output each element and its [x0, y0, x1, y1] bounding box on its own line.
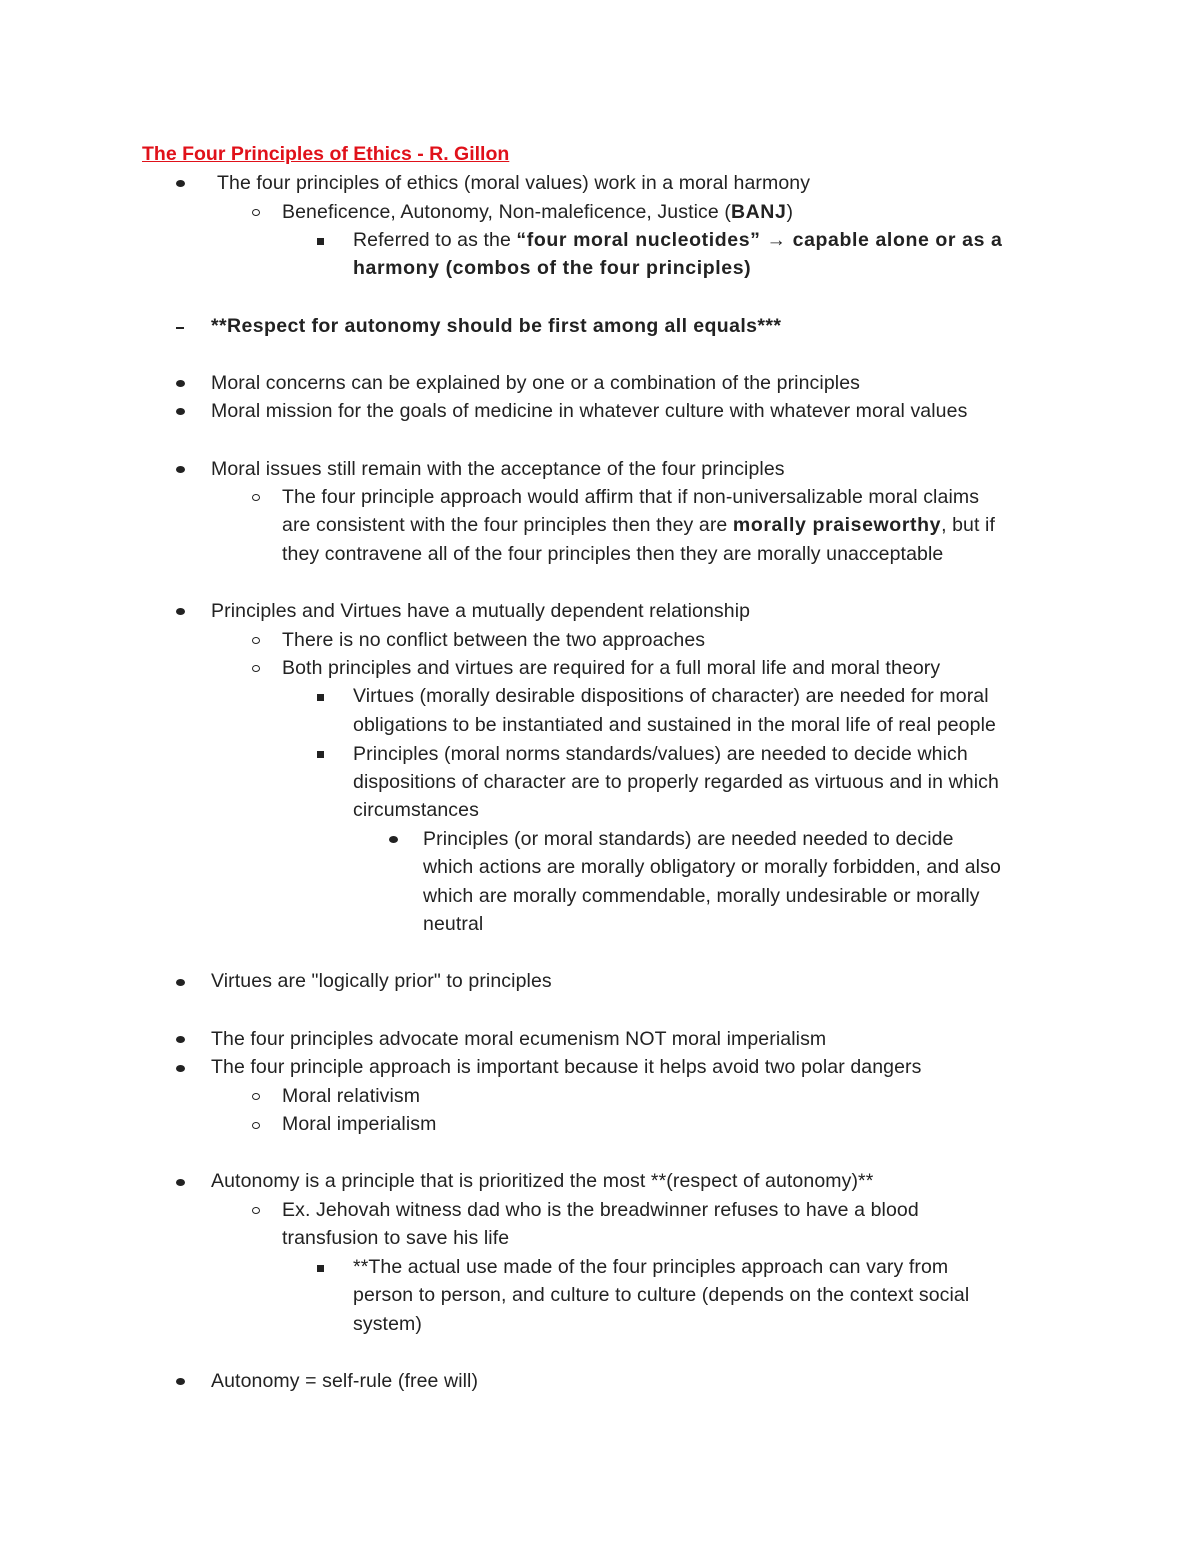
text-line: The four principles advocate moral ecumenism NOT moral imperialism: [211, 1028, 827, 1050]
text-line: Principles (moral norms standards/values) are needed to decide which: [353, 743, 968, 765]
bullet-circle-icon: [252, 665, 260, 672]
text-line: Moral imperialism: [282, 1113, 437, 1135]
text-line: Autonomy = self-rule (free will): [211, 1370, 479, 1392]
text-line: which are morally commendable, morally undesirable or morally: [423, 885, 980, 907]
text-line: There is no conflict between the two approaches: [282, 629, 706, 651]
emphasis-text: “four moral nucleotides” → capable alone or as a: [516, 229, 1003, 251]
bullet-disc-icon: [176, 408, 185, 415]
bullet-disc-icon: [176, 979, 185, 986]
text-line: which actions are morally obligatory or morally forbidden, and also: [423, 856, 1001, 878]
bullet-circle-icon: [252, 494, 260, 501]
text-line: The four principles of ethics (moral values) work in a moral harmony: [217, 172, 811, 194]
bullet-disc-icon: [176, 608, 185, 615]
text-line: Virtues are "logically prior" to principles: [211, 970, 552, 992]
text-line: Referred to as the “four moral nucleotides” → capable alone or as a: [353, 229, 1003, 251]
text-line: harmony (combos of the four principles): [353, 257, 752, 279]
bullet-disc-icon: [176, 1179, 185, 1186]
bullet-disc-icon: [176, 1065, 185, 1072]
bullet-square-icon: [317, 1265, 324, 1272]
bullet-disc-icon: [176, 466, 185, 473]
text-line: Autonomy is a principle that is prioritized the most **(respect of autonomy)**: [211, 1170, 874, 1192]
bullet-circle-icon: [252, 1122, 260, 1129]
text-line: neutral: [423, 913, 484, 935]
bullet-disc-icon: [176, 1378, 185, 1385]
text-line: Moral issues still remain with the acceptance of the four principles: [211, 458, 785, 480]
bullet-square-icon: [317, 238, 324, 245]
banj-acronym: BANJ: [730, 201, 787, 223]
text-line: obligations to be instantiated and sustained in the moral life of real people: [353, 714, 996, 736]
bullet-disc-icon: [176, 180, 185, 187]
bullet-circle-icon: [252, 209, 260, 216]
text-line: **The actual use made of the four principles approach can vary from: [353, 1256, 949, 1278]
bullet-dash-icon: [176, 327, 184, 329]
text-line: Virtues (morally desirable dispositions of character) are needed for moral: [353, 685, 989, 707]
text-line: The four principle approach is important because it helps avoid two polar dangers: [211, 1056, 922, 1078]
text-line: The four principle approach would affirm that if non-universalizable moral claims: [282, 486, 980, 508]
text-line: person to person, and culture to culture (depends on the context social: [353, 1284, 970, 1306]
bullet-disc-icon: [176, 380, 185, 387]
bullet-square-icon: [317, 751, 324, 758]
emphasis-text: morally praiseworthy: [732, 514, 942, 536]
text-line: Moral relativism: [282, 1085, 421, 1107]
text-line: Ex. Jehovah witness dad who is the breadwinner refuses to have a blood: [282, 1199, 919, 1221]
document-title: The Four Principles of Ethics - R. Gillon: [142, 143, 510, 165]
text-line: they contravene all of the four principles then they are morally unacceptable: [282, 543, 944, 565]
bullet-circle-icon: [252, 637, 260, 644]
bullet-disc-icon: [389, 836, 398, 843]
bullet-square-icon: [317, 694, 324, 701]
text-line: transfusion to save his life: [282, 1227, 510, 1249]
text-line: **Respect for autonomy should be first among all equals***: [211, 315, 782, 337]
text-line: circumstances: [353, 799, 479, 821]
bullet-circle-icon: [252, 1093, 260, 1100]
bullet-disc-icon: [176, 1036, 185, 1043]
text-line: Moral concerns can be explained by one or a combination of the principles: [211, 372, 861, 394]
bullet-circle-icon: [252, 1207, 260, 1214]
text-line: Moral mission for the goals of medicine in whatever culture with whatever moral values: [211, 400, 968, 422]
text-line: Principles (or moral standards) are needed needed to decide: [423, 828, 954, 850]
text-line: Both principles and virtues are required for a full moral life and moral theory: [282, 657, 941, 679]
text-line: system): [353, 1313, 422, 1335]
text-line: Beneficence, Autonomy, Non-maleficence, Justice (BANJ): [282, 201, 794, 223]
text-line: are consistent with the four principles then they are morally praiseworthy, but if: [282, 514, 995, 536]
text-line: dispositions of character are to properly regarded as virtuous and in which: [353, 771, 999, 793]
text-line: Principles and Virtues have a mutually dependent relationship: [211, 600, 751, 622]
